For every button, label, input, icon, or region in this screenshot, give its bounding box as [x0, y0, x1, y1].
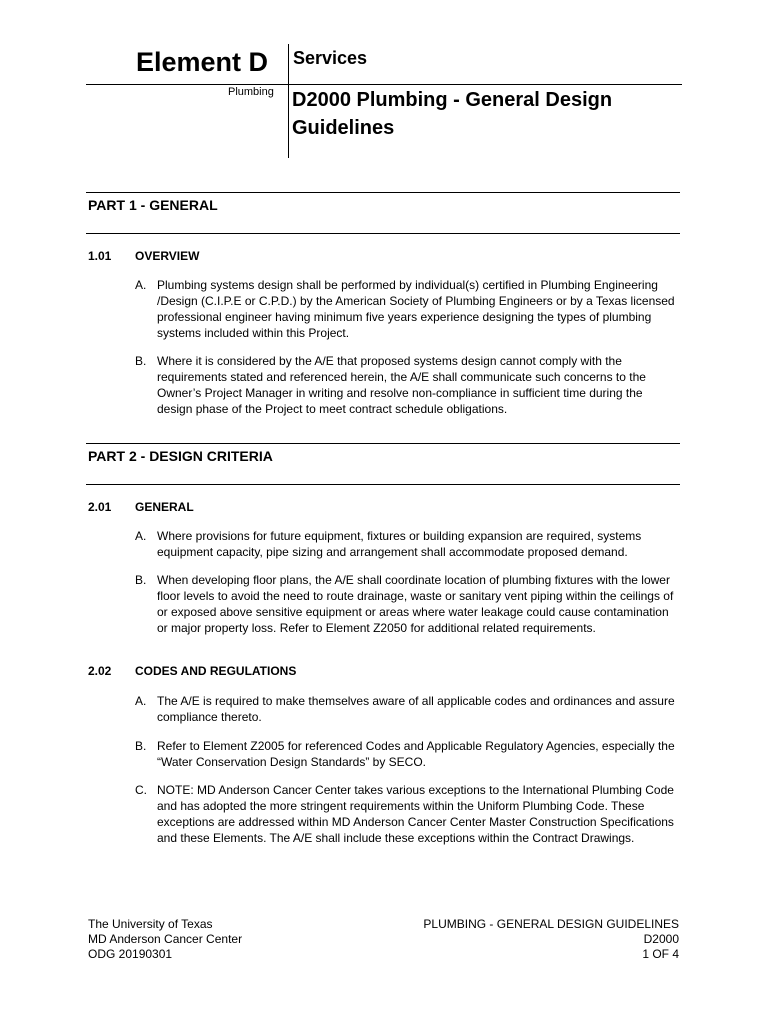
header-divider: [86, 84, 682, 85]
part1-rule-bottom: [86, 233, 680, 234]
category-title: Services: [293, 48, 368, 68]
list-item: [135, 782, 680, 846]
section-number: 1.01: [88, 249, 112, 263]
item-letter: B.: [135, 573, 147, 587]
list-item: [135, 572, 680, 636]
document-title: D2000 Plumbing - General Design Guidelines: [292, 89, 613, 139]
list-item: [135, 353, 680, 417]
item-text: NOTE: MD Anderson Cancer Center takes various exceptions to the International Plumbing Code and has adopted the more stringent requirements within the Uniform Plumbing Code. These exceptions are addressed within MD Anderson Cancer Center Master Construction Specifications and these Elements. The A/E shall include these exceptions within the Contract Drawings.: [157, 783, 674, 845]
header-vertical-divider: [288, 44, 289, 158]
footer-right: [423, 917, 679, 962]
part1-title: PART 1 - GENERAL: [88, 197, 218, 213]
footer-element-code: D2000: [643, 932, 679, 946]
item-letter: B.: [135, 739, 147, 753]
page-number: 1 OF 4: [642, 947, 679, 961]
part2-rule-top: [86, 443, 680, 444]
footer-doc-title: PLUMBING - GENERAL DESIGN GUIDELINES: [423, 917, 679, 931]
element-title: Element D: [136, 47, 269, 77]
item-letter: A.: [135, 278, 147, 292]
section-number: 2.01: [88, 500, 112, 514]
item-text: Where provisions for future equipment, fixtures or building expansion are required, systems equipment capacity, pipe sizing and arrangement shall accommodate proposed demand.: [157, 529, 642, 559]
item-text: Where it is considered by the A/E that proposed systems design cannot comply with the requirements stated and referenced herein, the A/E shall communicate such concerns to the Owner’s Project Manager in writing and resolve non-compliance in sufficient time during the design phase of the Project to meet contract schedule obligations.: [157, 354, 646, 416]
item-text: Refer to Element Z2005 for referenced Codes and Applicable Regulatory Agencies, especially the “Water Conservation Design Standards” by SECO.: [157, 739, 675, 769]
footer-center: MD Anderson Cancer Center: [88, 932, 243, 946]
subcategory-label: Plumbing: [228, 86, 274, 98]
item-letter: A.: [135, 529, 147, 543]
footer-doc-code: ODG 20190301: [88, 947, 173, 961]
list-item: [135, 277, 680, 341]
item-letter: C.: [135, 783, 147, 797]
section-title: OVERVIEW: [135, 249, 200, 263]
item-text: When developing floor plans, the A/E shall coordinate location of plumbing fixtures with the lower floor levels to avoid the need to route drainage, waste or sanitary vent piping within the ceilings of or exposed above sensitive equipment or areas where water leakage could cause contamination or major property loss. Refer to Element Z2050 for additional related requirements.: [157, 573, 674, 635]
list-item: [135, 738, 680, 770]
footer-institution: The University of Texas: [88, 917, 213, 931]
section-title: GENERAL: [135, 500, 194, 514]
section-title: CODES AND REGULATIONS: [135, 664, 297, 678]
part2-rule-bottom: [86, 484, 680, 485]
item-letter: A.: [135, 694, 147, 708]
item-text: Plumbing systems design shall be performed by individual(s) certified in Plumbing Engineering /Design (C.I.P.E or C.P.D.) by the American Society of Plumbing Engineers or by a Texas licensed professional engineer having minimum five years experience designing the types of plumbing systems included within this Project.: [157, 278, 675, 340]
part2-title: PART 2 - DESIGN CRITERIA: [88, 448, 273, 464]
section-number: 2.02: [88, 664, 112, 678]
footer-left: [88, 917, 242, 962]
item-text: The A/E is required to make themselves aware of all applicable codes and ordinances and assure compliance thereto.: [157, 694, 675, 724]
list-item: [135, 528, 680, 560]
item-letter: B.: [135, 354, 147, 368]
part1-rule-top: [86, 192, 680, 193]
list-item: [135, 693, 680, 725]
